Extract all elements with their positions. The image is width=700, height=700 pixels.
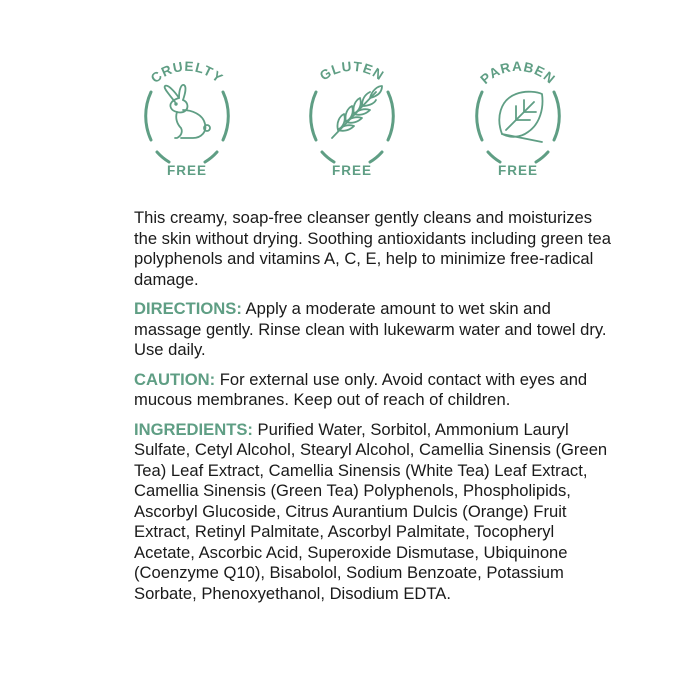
badge-top-label: PARABEN <box>477 58 559 88</box>
directions-text: Apply a moderate amount to wet skin and massage gently. Rinse clean with lukewarm water and towel dry. Use daily. <box>134 299 607 359</box>
caution-heading: CAUTION: <box>134 369 216 389</box>
ingredients-heading: INGREDIENTS: <box>134 419 253 439</box>
caution-section <box>134 370 614 411</box>
product-description <box>134 208 614 613</box>
rabbit-icon <box>165 85 210 138</box>
ingredients-section <box>134 420 614 605</box>
paraben-free-badge <box>456 54 580 178</box>
badge-bottom-label: FREE <box>166 163 208 178</box>
leaf-icon <box>499 92 542 142</box>
caution-text: For external use only. Avoid contact with eyes and mucous membranes. Keep out of reach of children. <box>134 369 588 409</box>
intro-paragraph: This creamy, soap-free cleanser gently cleans and moisturizes the skin without drying. Soothing antioxidants including green tea polyphenols and vitamins A, C, E, help to minimize free-radical damage. <box>134 208 611 289</box>
directions-heading: DIRECTIONS: <box>134 299 242 318</box>
badge-top-label: CRUELTY <box>147 58 227 87</box>
ingredients-text: Purified Water, Sorbitol, Ammonium Lauryl Sulfate, Cetyl Alcohol, Stearyl Alcohol, Camellia Sinensis (Green Tea) Leaf Extract, Camellia Sinensis (White Tea) Leaf Extract, Camellia Sinensis (Green Tea) Polyphenols, Phospholipids, Ascorbyl Glucoside, Citrus Aurantium Dulcis (Orange) Fruit Extract, Retinyl Palmitate, Ascorbyl Palmitate, Tocopheryl Acetate, Ascorbic Acid, Superoxide Dismutase, Ubiquinone (Coenzyme Q10), Bisabolol, Sodium Benzoate, Potassium Sorbate, Phenoxyethanol, Disodium EDTA. <box>134 419 608 603</box>
badges-row <box>0 0 700 200</box>
directions-section <box>134 299 614 361</box>
badge-top-label: GLUTEN <box>317 58 388 84</box>
gluten-free-badge <box>290 54 414 178</box>
badge-bottom-label: FREE <box>497 163 539 178</box>
wheat-icon <box>332 86 382 138</box>
badge-bottom-label: FREE <box>331 163 373 178</box>
cruelty-free-badge <box>125 54 249 178</box>
